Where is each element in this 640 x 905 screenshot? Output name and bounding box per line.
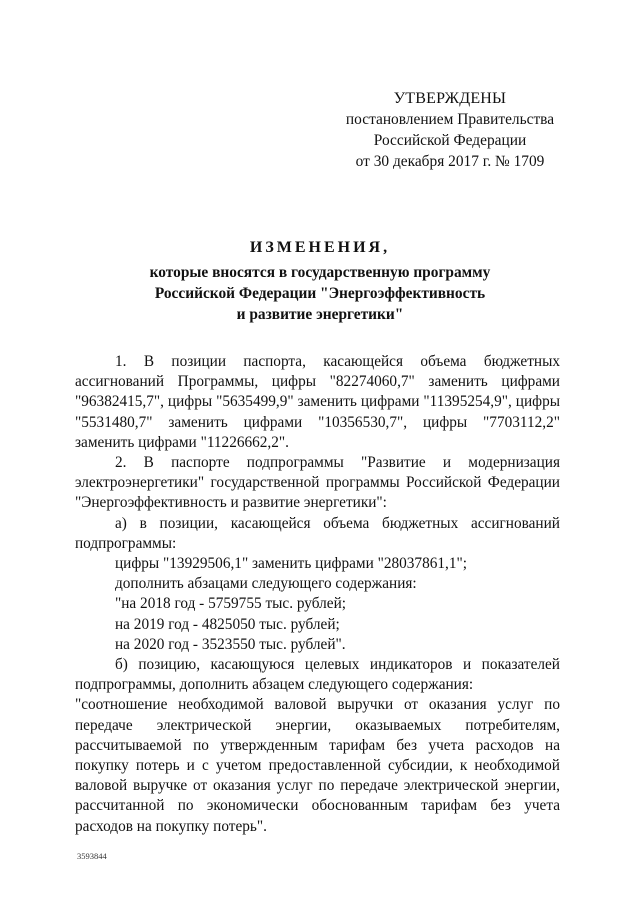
paragraph-a-budget-position: а) в позиции, касающейся объема бюджетных ассигнований подпрограммы: bbox=[75, 514, 560, 552]
paragraph-numbers-replace: цифры "13929506,1" заменить цифрами "28037861,1"; bbox=[115, 555, 467, 573]
paragraph-year-2018: "на 2018 год - 5759755 тыс. рублей; bbox=[115, 595, 347, 613]
document-body bbox=[75, 352, 560, 837]
paragraph-year-2019: на 2019 год - 4825050 тыс. рублей; bbox=[115, 615, 340, 633]
paragraph-b-indicators: б) позицию, касающуюся целевых индикаторов и показателей подпрограммы, дополнить абзацем следующего содержания: bbox=[75, 656, 560, 694]
paragraph-2-subprogram-passport: 2. В паспорте подпрограммы "Развитие и модернизация электроэнергетики" государственной программы Российской Федерации "Энергоэффективность и развитие энергетики": bbox=[75, 454, 560, 512]
subtitle-line-1: которые вносятся в государственную программу bbox=[149, 264, 491, 281]
subtitle-line-2: Российской Федерации "Энергоэффективность bbox=[154, 285, 486, 302]
paragraph-ratio-definition: "соотношение необходимой валовой выручки от оказания услуг по передаче электрической энергии, оказываемых потребителям, рассчитываемой по утвержденным тарифам без учета расходов на покупку потерь и с учетом предоставленной субсидии, к необходимой валовой выручке от оказания услуг по передаче электрической энергии, рассчитанной по экономически обоснованным тарифам без учета расходов на покупку потерь". bbox=[75, 696, 560, 835]
approval-line-government: постановлением Правительства bbox=[345, 111, 555, 128]
paragraph-year-2020: на 2020 год - 3523550 тыс. рублей". bbox=[115, 635, 346, 653]
document-title: ИЗМЕНЕНИЯ, bbox=[249, 239, 391, 256]
document-subtitle bbox=[100, 262, 540, 325]
approval-block bbox=[320, 88, 580, 172]
approval-line-date-number: от 30 декабря 2017 г. № 1709 bbox=[355, 153, 545, 170]
approval-heading: УТВЕРЖДЕНЫ bbox=[393, 90, 507, 107]
paragraph-1-passport-budget: 1. В позиции паспорта, касающейся объема бюджетных ассигнований Программы, цифры "82274060,7" заменить цифрами "96382415,7", цифры "5635499,9" заменить цифрами "11395254,9", цифры "5531480,7" заменить цифрами "10356530,7", цифры "7703112,2" заменить цифрами "11226662,2". bbox=[75, 353, 560, 451]
approval-line-federation: Российской Федерации bbox=[373, 132, 527, 149]
subtitle-line-3: и развитие энергетики" bbox=[236, 306, 404, 323]
paragraph-add-clauses: дополнить абзацами следующего содержания: bbox=[115, 575, 417, 593]
document-code: 3593844 bbox=[77, 851, 107, 861]
